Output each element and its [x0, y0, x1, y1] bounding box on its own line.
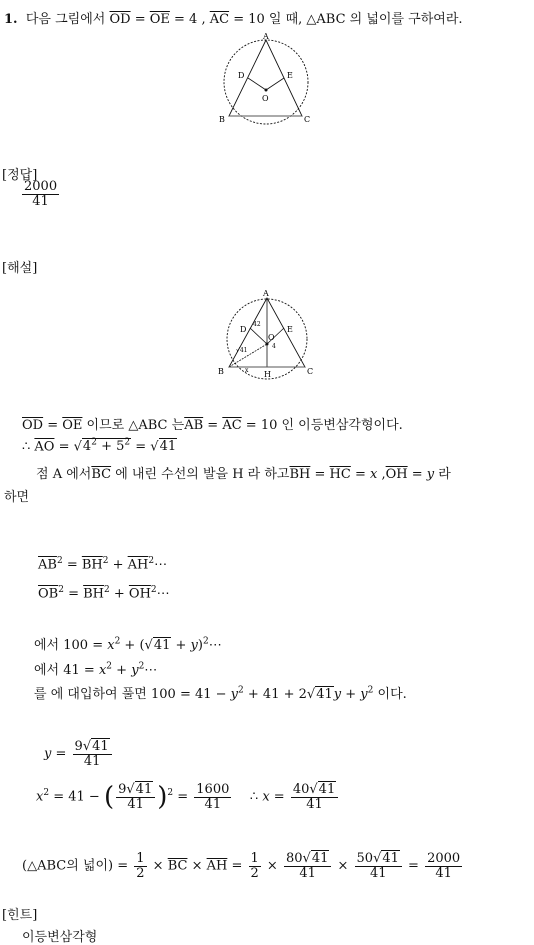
equation-area: (△ABC의 넓이) = $\frac{1}{2}$ × $\overline{BC} \times \overline{AH}$ = $\frac{1}{2}$ × $\frac{80√41}{41}$ × $\frac{50√41}{41}$ = $\frac{2000}{41}$: [22, 851, 461, 881]
answer-value: $\frac{2000}{41}$: [24, 179, 58, 209]
explanation-line-1: $\overline{OD} = \overline{OE}$ 이므로 △ABC 는$\overline{AB} = \overline{AC} = 10$ 인 이등변삼각형이다.: [22, 418, 403, 433]
fig2-annot-42: 42: [253, 321, 261, 328]
fig2-label-C: C: [307, 367, 314, 376]
fig1-label-E: E: [287, 71, 293, 80]
fig1-label-O: O: [262, 94, 269, 103]
equation-2: $\overline{OB}^2 = \overline{BH}^2$ + $\overline{OH}^2\cdots$: [38, 585, 170, 602]
equation-y: y = $\frac{9√41}{41}$: [44, 740, 114, 768]
explanation-line-3: 점 A 에서$\overline{BC}$ 에 내린 수선의 발을 H 라 하고$\overline{BH} = \overline{HC} = x$ $,\overline{OH} = y$ 라: [36, 467, 451, 482]
fig2-annot-x: x: [245, 367, 249, 374]
fig2-label-A: A: [263, 289, 269, 298]
problem-number: 1.: [4, 12, 18, 27]
fig2-label-E: E: [287, 325, 293, 334]
fig2-label-D: D: [240, 325, 247, 334]
fig2-label-B: B: [218, 367, 224, 376]
explanation-line-3b: 하면: [4, 490, 30, 505]
problem-line: 1. 다음 그림에서 $\overline{OD} = \overline{OE} = 4$ , $\overline{AC} = 10$ 일 때, △ABC 의 넓이를 구하여라.: [4, 12, 463, 27]
fig1-label-C: C: [304, 115, 311, 124]
fig1-label-A: A: [263, 32, 269, 41]
explanation-heading: [해설]: [2, 261, 38, 276]
equation-x: $x^2 = 41$ − ( $\frac{9√41}{41}$ )$^2$ = $\frac{1600}{41}$ ∴ x = $\frac{40√41}{41}$: [36, 782, 340, 812]
figure-circle-triangle: [210, 32, 320, 132]
fig2-annot-4: 4: [272, 343, 276, 350]
figure-explanation: [212, 288, 322, 380]
fig2-label-H: H: [264, 370, 271, 379]
equation-4: 에서 $41 = x^2$ + $y^2\cdots$: [34, 661, 158, 678]
equation-5: 를 에 대입하여 풀면 $100 = 41 - y^2 + 41 + 2√41y + y^2$ 이다.: [34, 685, 407, 702]
equation-3: 에서 $100 = x^2 + (√41$ + $y)^2\cdots$: [34, 636, 222, 653]
answer-heading: [정답]: [2, 168, 38, 183]
fig1-label-B: B: [219, 115, 225, 124]
explanation-line-2: ∴ $\overline{AO} = √4^2 + 5^2 = √41$: [22, 438, 177, 455]
equation-1: $\overline{AB}^2 = \overline{BH}^2$ + $\overline{AH}^2\cdots$: [38, 556, 168, 573]
fig1-label-D: D: [238, 71, 245, 80]
fig2-annot-r41: √41: [236, 347, 248, 354]
hint-text: 이등변삼각형: [22, 930, 98, 945]
fig2-label-O: O: [268, 333, 275, 342]
hint-heading: [힌트]: [2, 908, 38, 923]
